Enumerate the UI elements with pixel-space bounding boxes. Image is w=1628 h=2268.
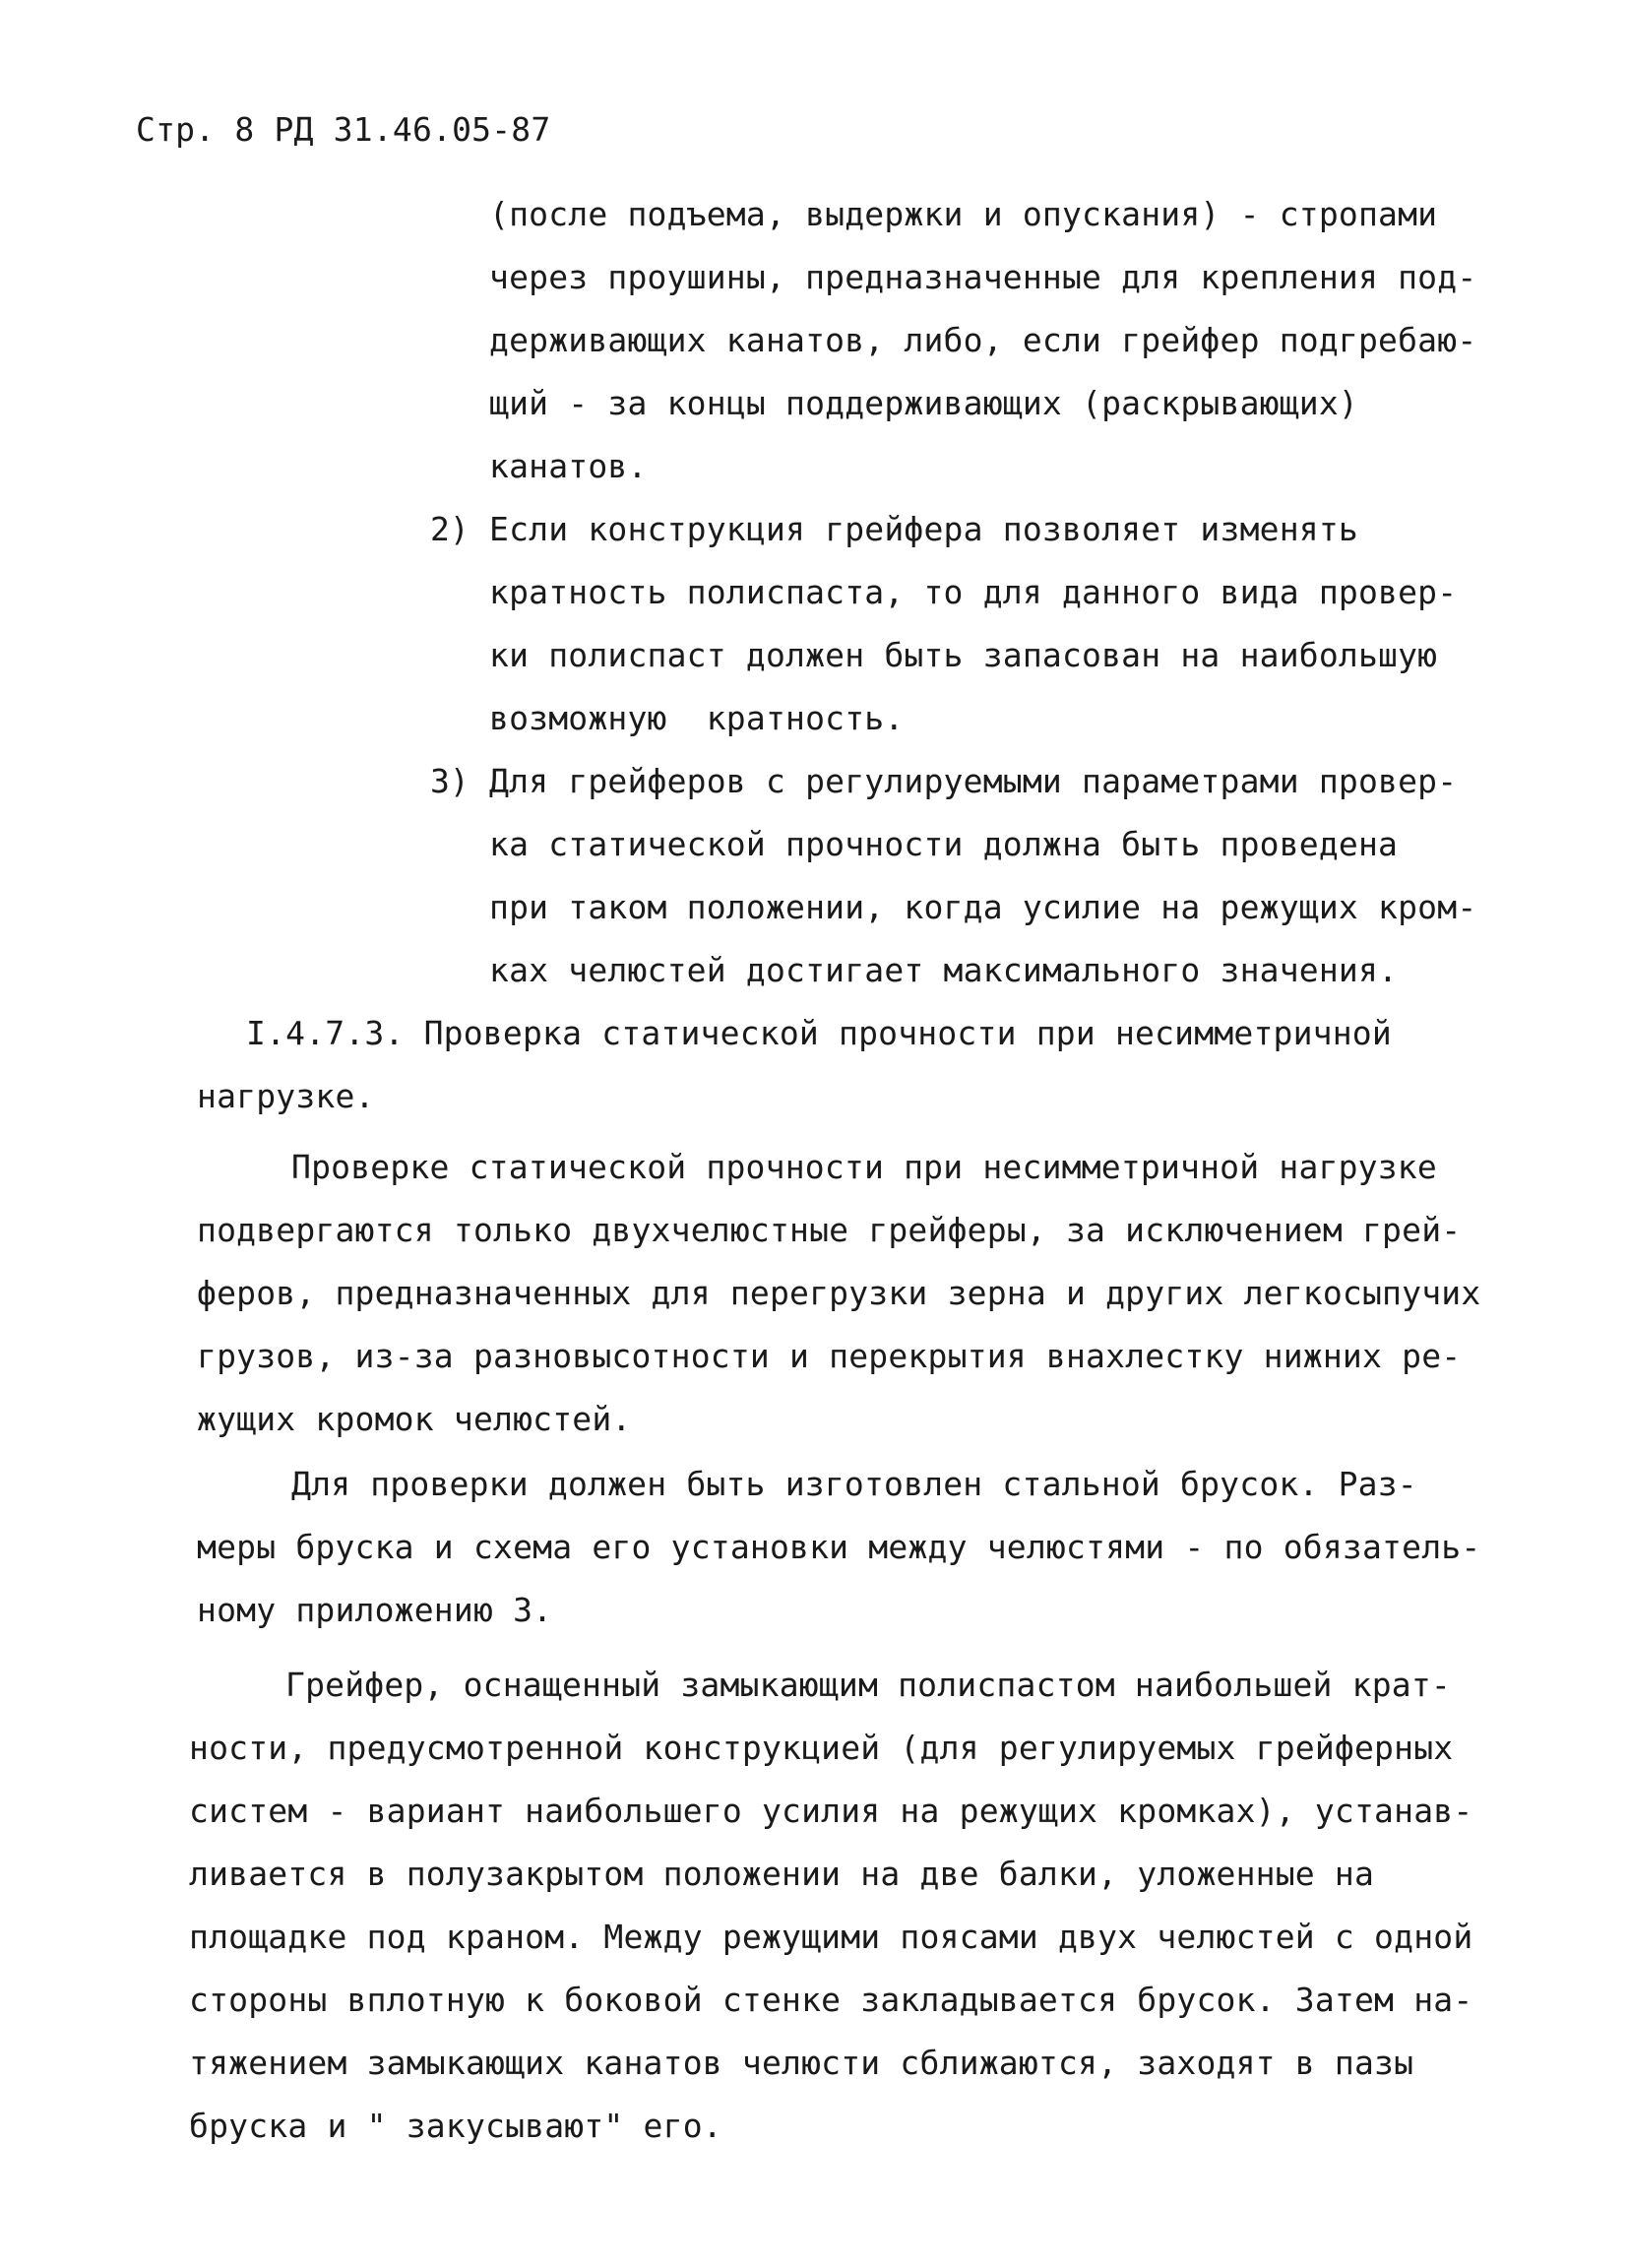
section-heading: нагрузке.	[197, 1077, 375, 1115]
text-line: при таком положении, когда усилие на режущих кром-	[489, 888, 1477, 926]
text-line: Для проверки должен быть изготовлен стальной брусок. Раз-	[291, 1465, 1417, 1503]
text-line: грузов, из-за разновысотности и перекрытия внахлестку нижних ре-	[197, 1337, 1462, 1375]
text-line: Проверке статической прочности при несимметричной нагрузке	[291, 1148, 1437, 1186]
text-line: бруска и " закусывают" его.	[189, 2107, 722, 2145]
list-number: 3)	[430, 762, 470, 800]
text-line: подвергаются только двухчелюстные грейферы, за исключением грей-	[197, 1211, 1462, 1249]
text-line: меры бруска и схема его установки между челюстями - по обязатель-	[197, 1528, 1481, 1566]
text-line: жущих кромок челюстей.	[197, 1400, 632, 1438]
text-line: тяжением замыкающих канатов челюсти сближаются, заходят в пазы	[189, 2044, 1414, 2082]
text-line: площадке под краном. Между режущими поясами двух челюстей с одной	[189, 1918, 1473, 1956]
text-line: стороны вплотную к боковой стенке закладывается брусок. Затем на-	[189, 1981, 1473, 2019]
section-heading: I.4.7.3. Проверка статической прочности при несимметричной	[246, 1014, 1392, 1052]
text-line: ках челюстей достигает максимального значения.	[489, 951, 1399, 989]
text-line: ности, предусмотренной конструкцией (для регулируемых грейферных	[189, 1729, 1454, 1767]
text-line: Грейфер, оснащенный замыкающим полиспастом наибольшей крат-	[285, 1666, 1451, 1704]
text-line: держивающих канатов, либо, если грейфер подгребаю-	[489, 321, 1477, 359]
text-line: кратность полиспаста, то для данного вида провер-	[489, 573, 1458, 611]
text-line: (после подъема, выдержки и опускания) - стропами	[489, 195, 1438, 233]
text-line: через проушины, предназначенные для крепления под-	[489, 258, 1477, 296]
page-header: Стр. 8 РД 31.46.05-87	[136, 110, 551, 149]
text-line: систем - вариант наибольшего усилия на режущих кромках), устанав-	[189, 1792, 1473, 1830]
text-line: Для грейферов с регулируемыми параметрами провер-	[489, 762, 1458, 800]
text-line: щий - за концы поддерживающих (раскрывающих)	[489, 384, 1358, 422]
list-number: 2)	[430, 510, 470, 548]
text-line: ки полиспаст должен быть запасован на наибольшую	[489, 636, 1438, 674]
text-line: ливается в полузакрытом положении на две балки, уложенные на	[189, 1855, 1375, 1893]
text-line: феров, предназначенных для перегрузки зерна и других легкосыпучих	[197, 1274, 1481, 1312]
text-line: Если конструкция грейфера позволяет изменять	[489, 510, 1358, 548]
text-line: ному приложению 3.	[197, 1591, 553, 1629]
text-line: ка статической прочности должна быть проведена	[489, 825, 1399, 863]
text-line: возможную кратность.	[489, 699, 905, 737]
text-line: канатов.	[489, 447, 648, 485]
